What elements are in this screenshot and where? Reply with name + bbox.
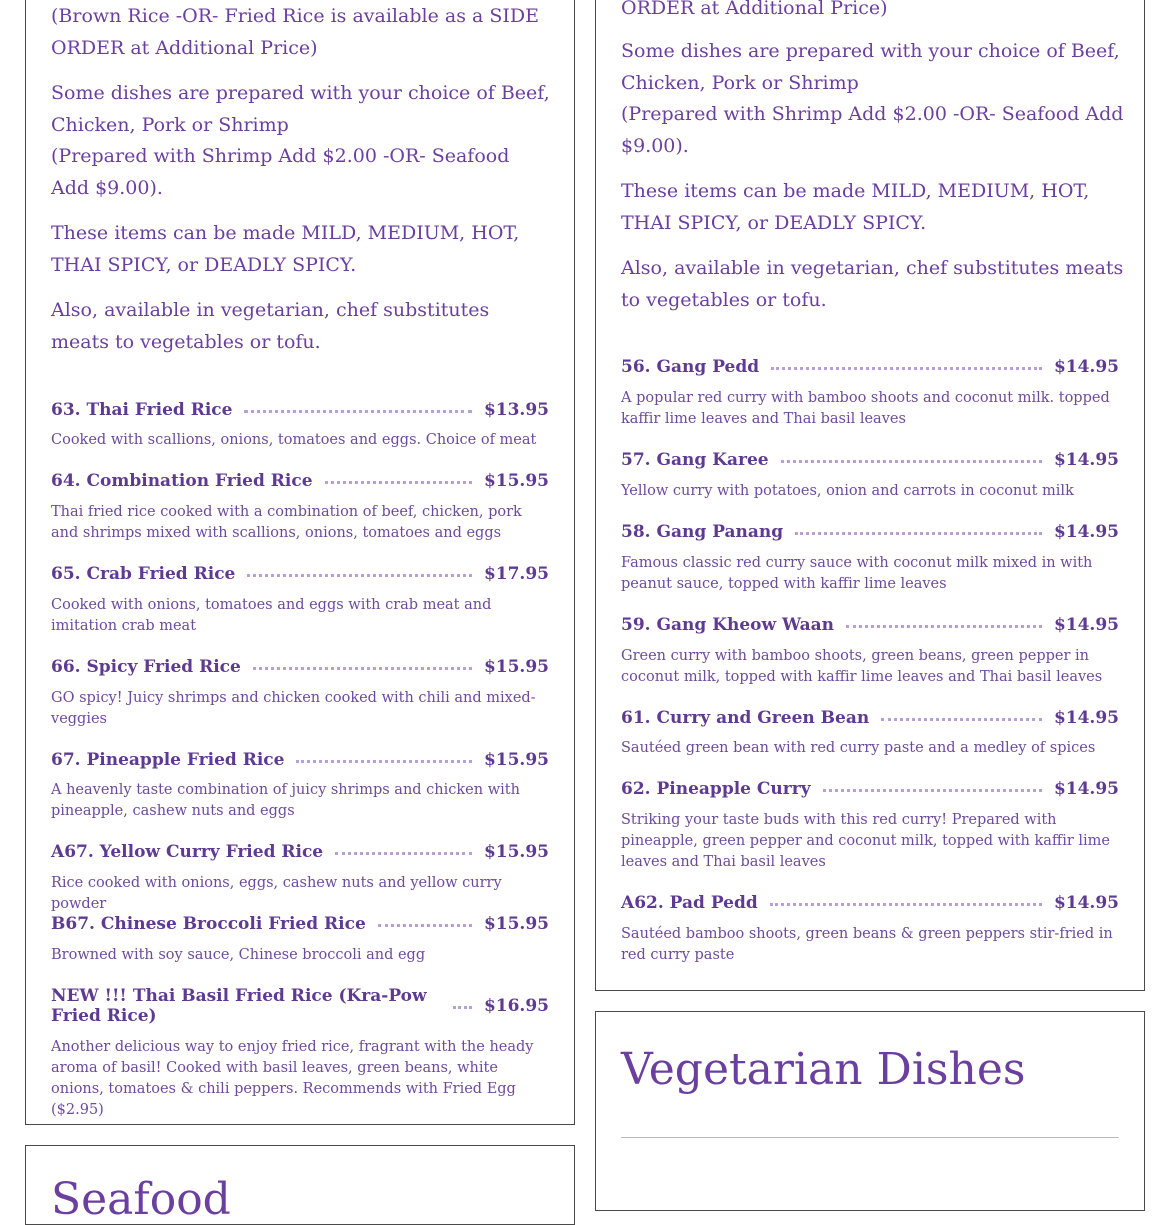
seafood-card bbox=[25, 1145, 575, 1225]
leader-dots bbox=[771, 367, 1042, 370]
menu-item-header[interactable] bbox=[51, 564, 549, 584]
menu-item-name: 56. Gang Pedd bbox=[621, 357, 760, 377]
leader-dots bbox=[781, 460, 1042, 463]
leader-dots bbox=[823, 789, 1042, 792]
curry-menu bbox=[621, 0, 1119, 981]
menu-item-description: Browned with soy sauce, Chinese broccoli and egg bbox=[51, 947, 426, 963]
leader-dots bbox=[247, 574, 472, 577]
menu-item-price: $14.95 bbox=[1053, 522, 1119, 542]
menu-item-price: $14.95 bbox=[1053, 893, 1119, 913]
intro-line: Also, available in vegetarian, chef substitutes meats to vegetables or tofu. bbox=[621, 257, 1124, 311]
menu-item-price: $16.95 bbox=[483, 996, 549, 1016]
leader-dots bbox=[881, 718, 1042, 721]
menu-item-name: 65. Crab Fried Rice bbox=[51, 564, 236, 584]
menu-item-price: $14.95 bbox=[1053, 357, 1119, 377]
leader-dots bbox=[770, 903, 1042, 906]
menu-item-description: A heavenly taste combination of juicy shrimps and chicken with pineapple, cashew nuts and eggs bbox=[51, 782, 520, 819]
menu-item-name: 66. Spicy Fried Rice bbox=[51, 657, 241, 677]
menu-item-description: Yellow curry with potatoes, onion and carrots in coconut milk bbox=[621, 483, 1074, 499]
menu-item-header[interactable] bbox=[621, 357, 1119, 377]
menu-item-header[interactable] bbox=[621, 450, 1119, 470]
menu-item-name: 61. Curry and Green Bean bbox=[621, 708, 870, 728]
leader-dots bbox=[296, 760, 471, 763]
menu-item-name: A67. Yellow Curry Fried Rice bbox=[51, 842, 324, 862]
fried-rice-card bbox=[25, 0, 575, 1125]
vegetarian-card bbox=[595, 1011, 1145, 1211]
section-divider bbox=[621, 1137, 1119, 1138]
menu-item-description: Famous classic red curry sauce with coconut milk mixed in with peanut sauce, topped with kaffir lime leaves bbox=[621, 555, 1093, 592]
menu-item-name: NEW !!! Thai Basil Fried Rice (Kra-Pow Fried Rice) bbox=[51, 986, 427, 1026]
fried-rice-menu bbox=[51, 0, 549, 1121]
menu-item-price: $17.95 bbox=[483, 564, 549, 584]
menu-item-description: Cooked with scallions, onions, tomatoes and eggs. Choice of meat bbox=[51, 432, 537, 448]
menu-item-header[interactable] bbox=[51, 657, 549, 677]
leader-dots bbox=[335, 852, 472, 855]
menu-item-name: 59. Gang Kheow Waan bbox=[621, 615, 835, 635]
menu-item-name: 63. Thai Fried Rice bbox=[51, 400, 233, 420]
menu-item-description: A popular red curry with bamboo shoots and coconut milk. topped kaffir lime leaves and Thai basil leaves bbox=[621, 390, 1110, 427]
menu-item-name: B67. Chinese Broccoli Fried Rice bbox=[51, 914, 366, 934]
menu-item-header[interactable] bbox=[621, 615, 1119, 635]
menu-item-price: $14.95 bbox=[1053, 708, 1119, 728]
menu-item-header[interactable] bbox=[51, 750, 549, 770]
menu-item-header[interactable] bbox=[51, 914, 549, 934]
menu-item-description: Thai fried rice cooked with a combination of beef, chicken, pork and shrimps mixed with scallions, onions, tomatoes and eggs bbox=[51, 504, 522, 541]
menu-item-description: Another delicious way to enjoy fried rice, fragrant with the heady aroma of basil! Cooked with basil leaves, green beans, white onions, tomatoes & chili peppers. Recommends with Fried Egg ($2.95) bbox=[51, 1039, 534, 1118]
menu-item-price: $14.95 bbox=[1053, 615, 1119, 635]
section-title: Seafood bbox=[51, 1174, 231, 1225]
menu-item-header[interactable] bbox=[51, 471, 549, 491]
menu-item-name: 57. Gang Karee bbox=[621, 450, 769, 470]
menu-item-description: Sautéed bamboo shoots, green beans & green peppers stir-fried in red curry paste bbox=[621, 926, 1113, 963]
leader-dots bbox=[453, 1006, 472, 1009]
menu-item-price: $14.95 bbox=[1053, 450, 1119, 470]
leader-dots bbox=[378, 924, 472, 927]
leader-dots bbox=[325, 481, 472, 484]
intro-line: Also, available in vegetarian, chef substitutes meats to vegetables or tofu. bbox=[51, 299, 490, 353]
menu-item-header[interactable] bbox=[621, 893, 1119, 913]
leader-dots bbox=[795, 532, 1042, 535]
menu-item-header[interactable] bbox=[621, 708, 1119, 728]
menu-item-name: 64. Combination Fried Rice bbox=[51, 471, 313, 491]
menu-item-name: 58. Gang Panang bbox=[621, 522, 784, 542]
intro-line: These items can be made MILD, MEDIUM, HOT, THAI SPICY, or DEADLY SPICY. bbox=[621, 180, 1090, 234]
menu-item-price: $15.95 bbox=[483, 842, 549, 862]
menu-item-description: Sautéed green bean with red curry paste and a medley of spices bbox=[621, 740, 1096, 756]
menu-item-name: 62. Pineapple Curry bbox=[621, 779, 811, 799]
menu-item-header[interactable] bbox=[51, 986, 549, 1026]
menu-item-price: $15.95 bbox=[483, 750, 549, 770]
section-title: Vegetarian Dishes bbox=[621, 1044, 1026, 1095]
menu-item-price: $15.95 bbox=[483, 657, 549, 677]
menu-item-description: Striking your taste buds with this red curry! Prepared with pineapple, green pepper and coconut milk, topped with kaffir lime leaves and Thai basil leaves bbox=[621, 812, 1111, 870]
menu-item-description: GO spicy! Juicy shrimps and chicken cooked with chili and mixed-veggies bbox=[51, 690, 536, 727]
menu-item-header[interactable] bbox=[621, 779, 1119, 799]
leader-dots bbox=[253, 667, 472, 670]
intro-line: (Brown Rice -OR- Fried Rice is available as a SIDE ORDER at Additional Price) bbox=[51, 5, 539, 59]
menu-item-name: 67. Pineapple Fried Rice bbox=[51, 750, 285, 770]
intro-line: ORDER at Additional Price) bbox=[621, 0, 888, 19]
menu-item-price: $15.95 bbox=[483, 471, 549, 491]
leader-dots bbox=[244, 410, 471, 413]
intro-line: Some dishes are prepared with your choice of Beef, Chicken, Pork or Shrimp bbox=[621, 40, 1120, 94]
intro-line: (Prepared with Shrimp Add $2.00 -OR- Seafood Add $9.00). bbox=[51, 145, 510, 199]
menu-item-header[interactable] bbox=[51, 400, 549, 420]
menu-item-description: Rice cooked with onions, eggs, cashew nuts and yellow curry powder bbox=[51, 875, 502, 912]
menu-item-name: A62. Pad Pedd bbox=[621, 893, 758, 913]
curry-card bbox=[595, 0, 1145, 991]
intro-line: Some dishes are prepared with your choice of Beef, Chicken, Pork or Shrimp bbox=[51, 82, 550, 136]
menu-item-price: $13.95 bbox=[483, 400, 549, 420]
menu-item-price: $14.95 bbox=[1053, 779, 1119, 799]
menu-item-header[interactable] bbox=[621, 522, 1119, 542]
menu-item-description: Green curry with bamboo shoots, green beans, green pepper in coconut milk, topped with kaffir lime leaves and Thai basil leaves bbox=[621, 648, 1103, 685]
menu-item-price: $15.95 bbox=[483, 914, 549, 934]
menu-item-header[interactable] bbox=[51, 842, 549, 862]
intro-line: (Prepared with Shrimp Add $2.00 -OR- Seafood Add $9.00). bbox=[621, 103, 1124, 157]
leader-dots bbox=[846, 625, 1042, 628]
menu-item-description: Cooked with onions, tomatoes and eggs with crab meat and imitation crab meat bbox=[51, 597, 492, 634]
intro-line: These items can be made MILD, MEDIUM, HOT, THAI SPICY, or DEADLY SPICY. bbox=[51, 222, 520, 276]
